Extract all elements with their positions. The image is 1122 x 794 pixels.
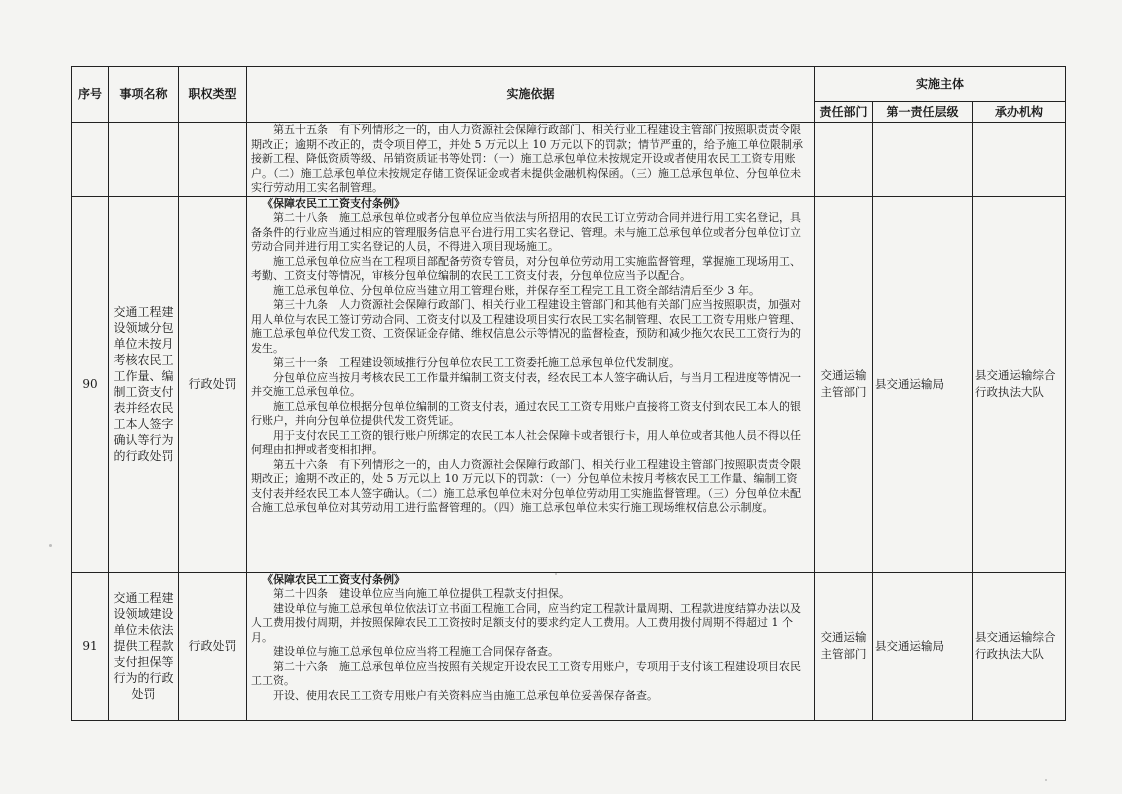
header-subject: 实施主体 <box>815 67 1066 102</box>
first-level <box>873 123 973 197</box>
table-row <box>72 572 1066 720</box>
handling-org <box>973 123 1066 197</box>
item-name <box>109 123 179 197</box>
basis-paragraph: 建设单位与施工总承包单位依法订立书面工程施工合同，应当约定工程款计量周期、工程款进度结算办法以及人工费用拨付周期，并按照保障农民工工资按时足额支付的要求约定人工费用。人工费用拨付周期不得超过 1 个月。 <box>251 601 801 644</box>
header-dept: 责任部门 <box>815 102 873 123</box>
legal-basis <box>247 572 815 720</box>
header-basis: 实施依据 <box>247 67 815 123</box>
basis-paragraph: 施工总承包单位、分包单位应当建立用工管理台账，并保存至工程完工且工资全部结清后至少 3 年。 <box>273 283 760 297</box>
table-row <box>72 123 1066 197</box>
table-row <box>72 196 1066 572</box>
first-level: 县交通运输局 <box>873 572 973 720</box>
header-type: 职权类型 <box>179 67 247 123</box>
scan-speck <box>49 544 52 547</box>
item-name: 交通工程建设领域建设单位未依法提供工程款支付担保等行为的行政处罚 <box>109 572 179 720</box>
responsible-dept <box>815 123 873 197</box>
power-type: 行政处罚 <box>179 572 247 720</box>
scan-speck <box>555 573 557 575</box>
basis-paragraph: 第五十六条 有下列情形之一的，由人力资源社会保障行政部门、相关行业工程建设主管部门按照职责责令限期改正；逾期不改正的，处 5 万元以上 10 万元以下的罚款：（一）分包单位未按月考核农民工工作量、编制工资支付表并经农民工本人签字确认。（二）施工总承包单位未对分包单位劳动用工实施监督管理。（三）分包单位未配合施工总承包单位对其劳动用工进行监督管理的。（四）施工总承包单位未实行施工现场维权信息公示制度。 <box>251 457 801 514</box>
item-name: 交通工程建设领域分包单位未按月考核农民工工作量、编制工资支付表并经农民工本人签字确认等行为的行政处罚 <box>109 196 179 572</box>
enforcement-table <box>71 66 1066 721</box>
basis-source: 《保障农民工工资支付条例》 <box>262 572 405 586</box>
basis-source: 《保障农民工工资支付条例》 <box>262 196 405 210</box>
basis-paragraph: 用于支付农民工工资的银行账户所绑定的农民工本人社会保障卡或者银行卡，用人单位或者其他人员不得以任何理由扣押或者变相扣押。 <box>251 428 801 456</box>
responsible-dept: 交通运输主管部门 <box>815 572 873 720</box>
header-org: 承办机构 <box>973 102 1066 123</box>
basis-paragraph: 建设单位与施工总承包单位应当将工程施工合同保存备查。 <box>273 645 559 658</box>
basis-paragraph: 第三十九条 人力资源社会保障行政部门、相关行业工程建设主管部门和其他有关部门应当按照职责，加强对用人单位与农民工签订劳动合同、工资支付以及工程建设项目实行农民工实名制管理、农民工工资专用账户管理、施工总承包单位代发工资、工资保证金存储、维权信息公示等情况的监督检查，预防和减少拖欠农民工工资行为的发生。 <box>251 298 801 355</box>
header-no: 序号 <box>72 67 109 123</box>
handling-org: 县交通运输综合行政执法大队 <box>973 196 1066 572</box>
basis-paragraph: 开设、使用农民工工资专用账户有关资料应当由施工总承包单位妥善保存备查。 <box>273 688 658 702</box>
power-type <box>179 123 247 197</box>
basis-paragraph: 第五十五条 有下列情形之一的，由人力资源社会保障行政部门、相关行业工程建设主管部门按照职责责令限期改正；逾期不改正的，责令项目停工，并处 5 万元以上 10 万元以下的罚款；情节严重的，给予施工单位限制承接新工程、降低资质等级、吊销资质证书等处罚：（一）施工总承包单位未按规定开设或者使用农民工工资专用账户。（二）施工总承包单位未按规定存储工资保证金或者未提供金融机构保函。（三）施工总承包单位、分包单位未实行劳动用工实名制管理。 <box>251 123 803 194</box>
legal-basis <box>247 123 815 197</box>
basis-paragraph: 第二十六条 施工总承包单位应当按照有关规定开设农民工工资专用账户，专项用于支付该工程建设项目农民工工资。 <box>251 659 801 687</box>
basis-paragraph: 第二十八条 施工总承包单位或者分包单位应当依法与所招用的农民工订立劳动合同并进行用工实名登记，具备条件的行业应当通过相应的管理服务信息平台进行用工实名登记、管理。未与施工总承包单位或者分包单位订立劳动合同并进行用工实名登记的人员，不得进入项目现场施工。 <box>251 211 801 253</box>
row-number: 90 <box>72 196 109 572</box>
row-number: 91 <box>72 572 109 720</box>
basis-paragraph: 第三十一条 工程建设领域推行分包单位农民工工资委托施工总承包单位代发制度。 <box>273 356 680 369</box>
legal-basis <box>247 196 815 572</box>
basis-paragraph: 施工总承包单位应当在工程项目部配备劳资专管员，对分包单位劳动用工实施监督管理，掌握施工现场用工、考勤、工资支付等情况，审核分包单位编制的农民工工资支付表，分包单位应当予以配合。 <box>251 254 801 282</box>
power-type: 行政处罚 <box>179 196 247 572</box>
header-name: 事项名称 <box>109 67 179 123</box>
basis-paragraph: 施工总承包单位根据分包单位编制的工资支付表，通过农民工工资专用账户直接将工资支付到农民工本人的银行账户，并向分包单位提供代发工资凭证。 <box>251 399 801 427</box>
header-level: 第一责任层级 <box>873 102 973 123</box>
responsible-dept: 交通运输主管部门 <box>815 196 873 572</box>
basis-paragraph: 第二十四条 建设单位应当向施工单位提供工程款支付担保。 <box>273 587 570 600</box>
handling-org: 县交通运输综合行政执法大队 <box>973 572 1066 720</box>
first-level: 县交通运输局 <box>873 196 973 572</box>
row-number <box>72 123 109 197</box>
basis-paragraph: 分包单位应当按月考核农民工工作量并编制工资支付表，经农民工本人签字确认后，与当月工程进度等情况一并交施工总承包单位。 <box>251 370 801 398</box>
scan-speck <box>1045 779 1047 781</box>
